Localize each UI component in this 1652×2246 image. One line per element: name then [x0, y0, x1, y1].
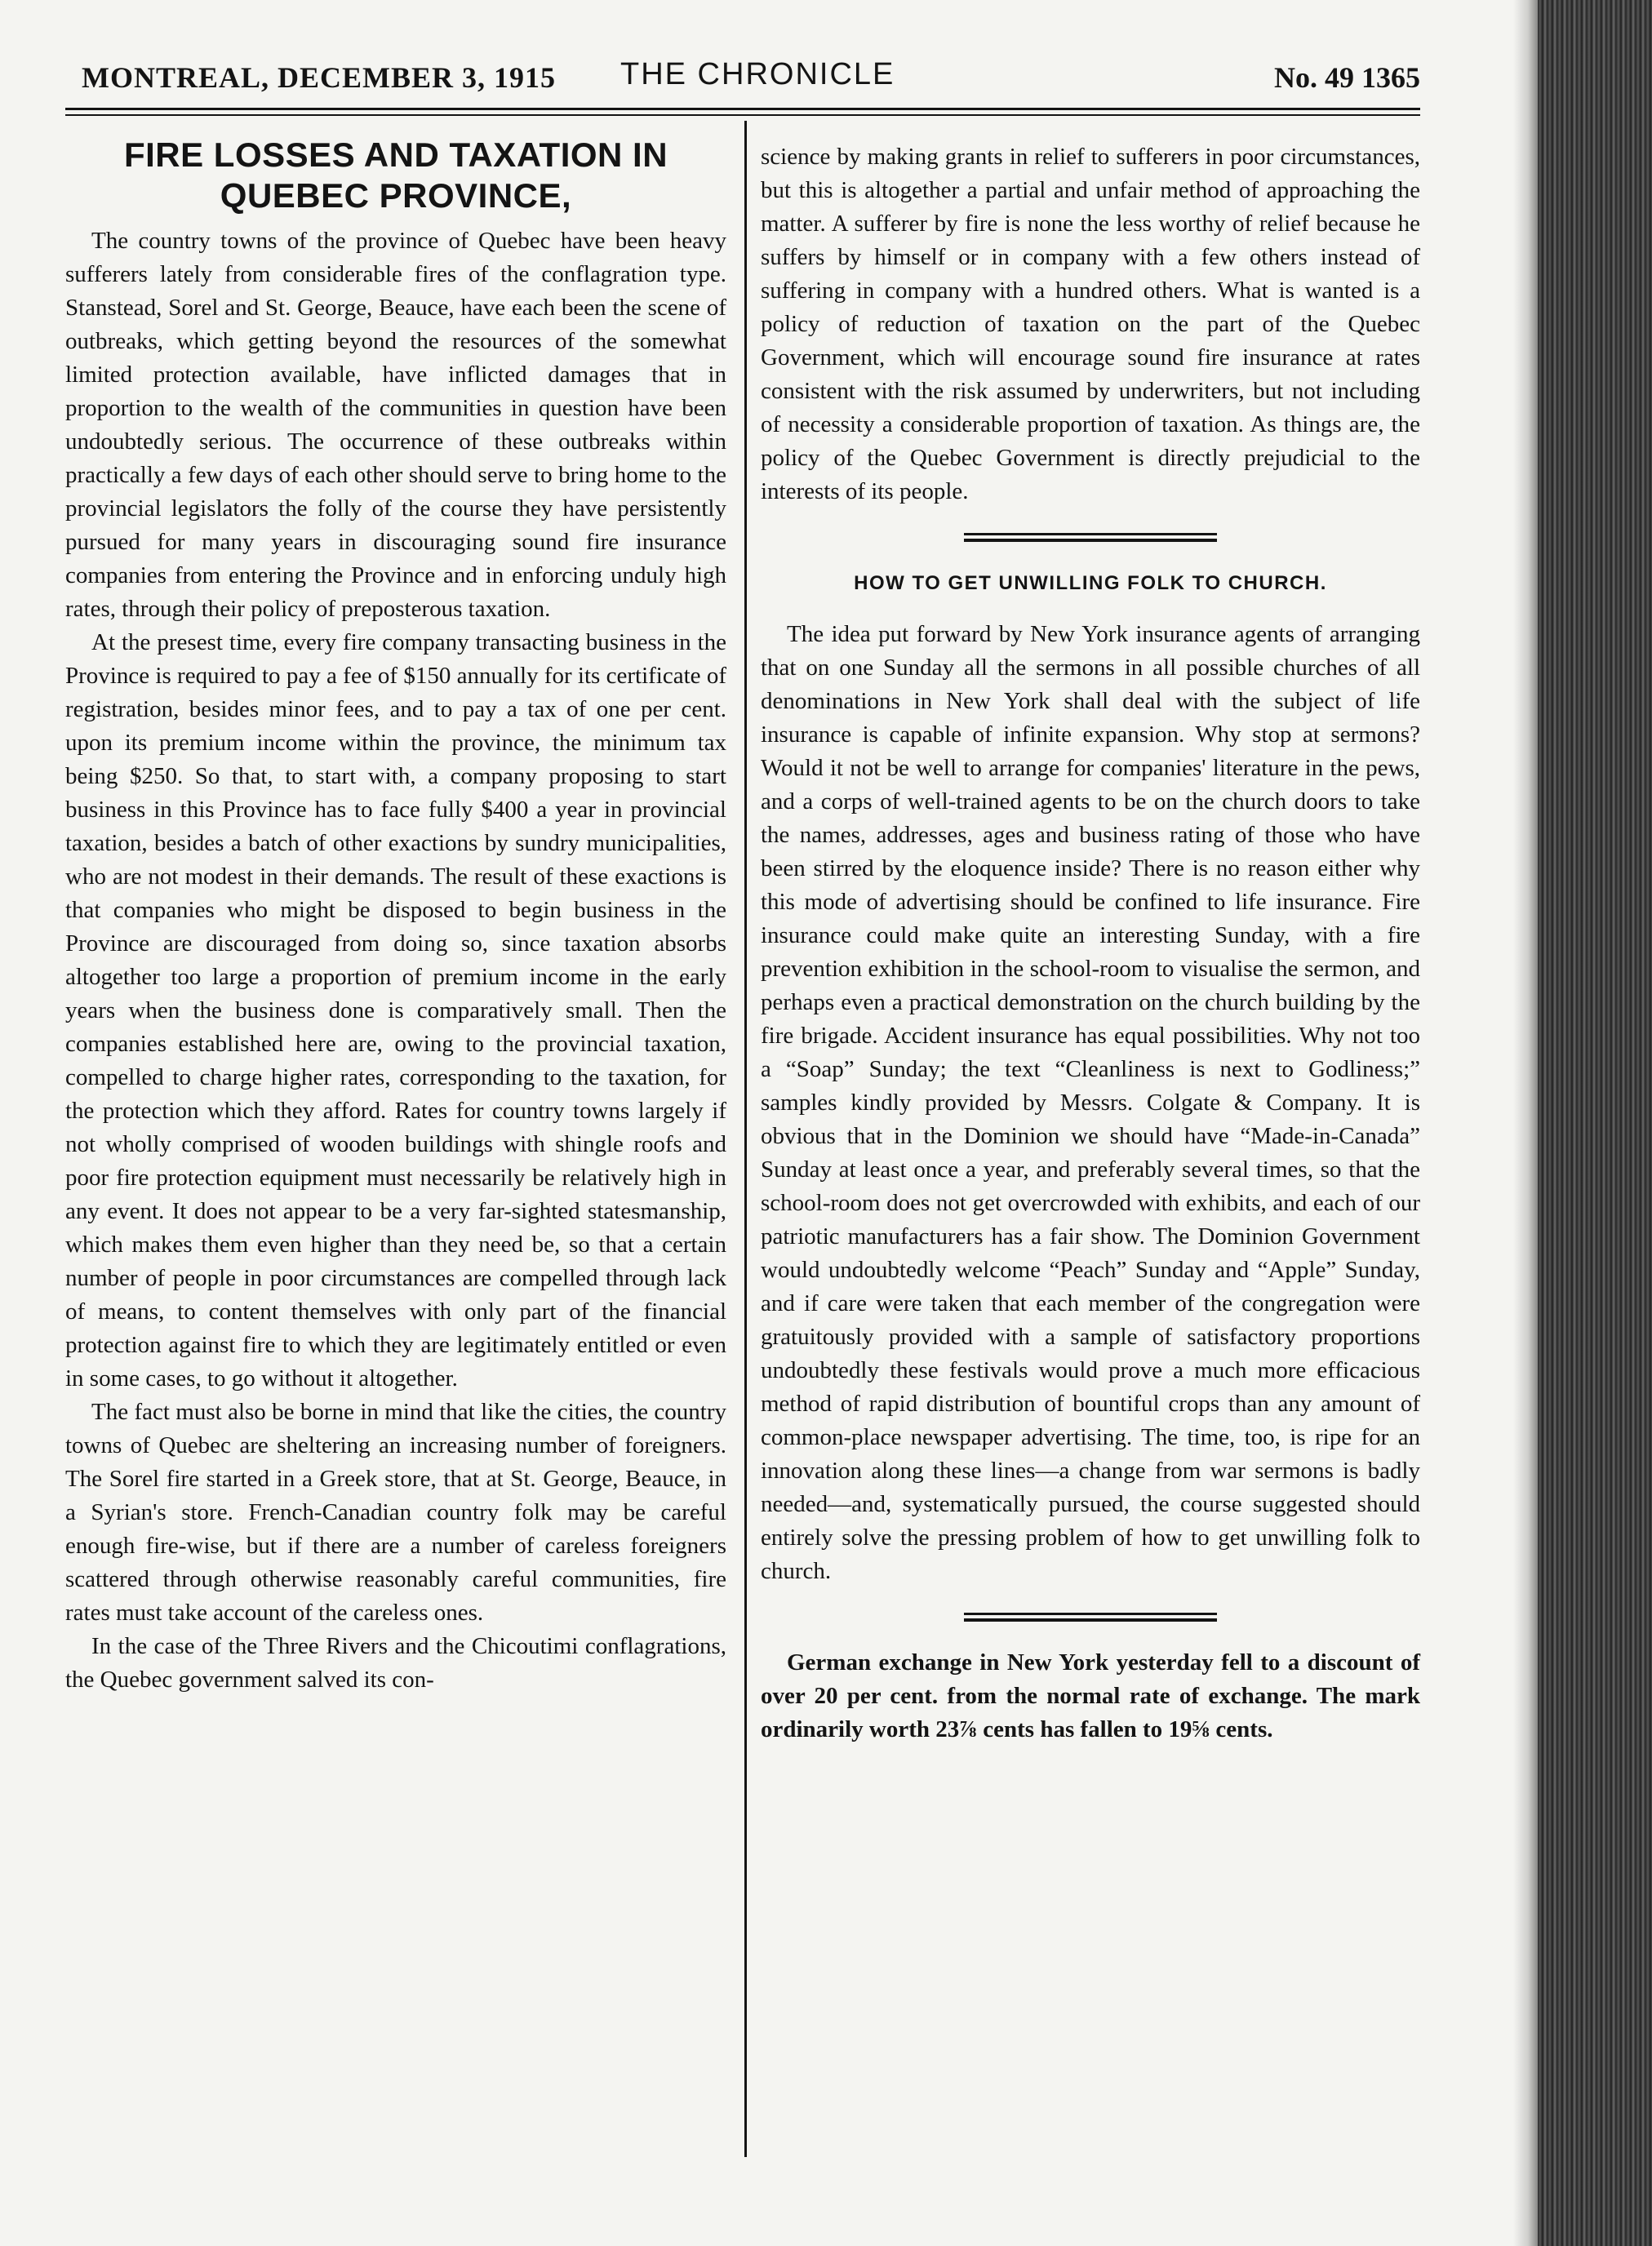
article-paragraph: The fact must also be borne in mind that like the cities, the country towns of Quebec are sheltering an increasing number of foreigners. The Sorel fire started in a Greek store, that at St. George, Beauce, in a Syrian's store. French-Canadian country folk may be careful enough fire-wise, but if there are a number of careless foreigners scattered through otherwise reasonably careful communities, fire rates must take account of the careless ones. — [65, 1399, 726, 1626]
section-separator — [964, 1613, 1217, 1622]
article-paragraph: The idea put forward by New York insurance agents of arranging that on one Sunday all the sermons in all possible churches of all denominations in New York shall deal with the subject of life insurance is capable of infinite expansion. Why stop at sermons? Would it not be well to arrange for companies' literature in the pews, and a corps of well-trained agents to be on the church doors to take the names, addresses, ages and business rating of those who have been stirred by the eloquence inside? There is no reason either why this mode of advertising should be confined to life insurance. Fire insurance could make quite an interesting Sunday, with a fire prevention exhibition in the school-room to visualise the sermon, and perhaps even a practical demonstration on the church building by the fire brigade. Accident insurance has equal possibilities. Why not too a “Soap” Sunday; the text “Cleanliness is next to Godliness;” samples kindly provided by Messrs. Colgate & Company. It is obvious that in the Dominion we should have “Made-in-Canada” Sunday at least once a year, and preferably several times, so that the school-room does not get overcrowded with exhibits, and each of our patriotic manufacturers has a fair show. The Dominion Government would undoubtedly welcome “Peach” Sunday and “Apple” Sunday, and if care were taken that each member of the congregation were gratuitously provided with a sample of satisfactory proportions undoubtedly these festivals would prove a much more efficacious method of rapid distribution of bountiful crops than any amount of common-place newspaper advertising. The time, too, is ripe for an innovation along these lines—a change from war sermons is badly needed—and, systematically pursued, the course suggested should entirely solve the pressing problem of how to get unwilling folk to church. — [761, 621, 1420, 1584]
article-title-church: HOW TO GET UNWILLING FOLK TO CHURCH. — [854, 572, 1327, 594]
header-rule — [65, 108, 1420, 110]
article-paragraph: At the presest time, every fire company transacting business in the Province is required to pay a fee of $150 annually for its certificate of registration, besides minor fees, and to pay a tax of one per cent. upon its premium income within the province, the minimum tax being $250. So that, to start with, a company proposing to start business in this Province has to face fully $400 a year in provincial taxation, besides a batch of other exactions by sundry municipalities, who are not modest in their demands. The result of these exactions is that companies who might be disposed to begin business in the Province are discouraged from doing so, since taxation absorbs altogether too large a proportion of premium income in the early years when the business done is comparatively small. Then the companies established here are, owing to the provincial taxation, compelled to charge higher rates, corresponding to the taxation, for the protection which they afford. Rates for country towns largely if not wholly comprised of wooden buildings with shingle roofs and poor fire protection equipment must necessarily be relatively high in any event. It does not appear to be a very far-sighted statesmanship, which makes them even higher than they need be, so that a certain number of people in poor circumstances are compelled through lack of means, to content themselves with only part of the financial protection against fire to which they are legitimately entitled or even in some cases, to go without it altogether. — [65, 629, 726, 1392]
header-dateline: MONTREAL, DECEMBER 3, 1915 — [82, 61, 557, 94]
article-continuation: science by making grants in relief to sufferers in poor circumstances, but this is altogether a partial and unfair method of approaching the matter. A sufferer by fire is none the less worthy of relief because he suffers by himself or in company with a few others instead of suffering in company with a hundred others. What is wanted is a policy of reduction of taxation on the part of the Quebec Government, which will encourage sound fire insurance at rates consistent with the risk assumed by underwriters, but not including of necessity a considerable proportion of taxation. As things are, the policy of the Quebec Government is directly prejudicial to the interests of its people. — [761, 144, 1420, 504]
header-publication-title: THE CHRONICLE — [620, 57, 895, 91]
page-binding-shadow — [1513, 0, 1538, 2246]
article-paragraph: The country towns of the province of Quebec have been heavy sufferers lately from considerable fires of the conflagration type. Stanstead, Sorel and St. George, Beauce, have each been the scene of outbreaks, which getting beyond the resources of the somewhat limited protection available, have inflicted damages that in proportion to the wealth of the communities in question have been undoubtedly serious. The occurrence of these outbreaks within practically a few days of each other should serve to bring home to the provincial legislators the folly of the course they have persistently pursued for many years in discouraging sound fire insurance companies from entering the Province and in enforcing unduly high rates, through their policy of preposterous taxation. — [65, 228, 726, 622]
left-column — [65, 135, 726, 1697]
exchange-note: German exchange in New York yesterday fell to a discount of over 20 per cent. from the normal rate of exchange. The mark ordinarily worth 23⅞ cents has fallen to 19⅝ cents. — [761, 1649, 1420, 1742]
column-divider — [744, 121, 747, 2157]
page-stack-edge — [1538, 0, 1652, 2246]
header-issue-page: No. 49 1365 — [1274, 61, 1420, 94]
article-paragraph: In the case of the Three Rivers and the Chicoutimi conflagrations, the Quebec government salved its con- — [65, 1633, 726, 1693]
header-rule-secondary — [65, 114, 1420, 116]
page-header — [82, 57, 1420, 106]
right-column — [761, 140, 1420, 1747]
article-title-fire-losses: FIRE LOSSES AND TAXATION IN QUEBEC PROVINCE, — [123, 135, 668, 215]
section-separator — [964, 533, 1217, 542]
